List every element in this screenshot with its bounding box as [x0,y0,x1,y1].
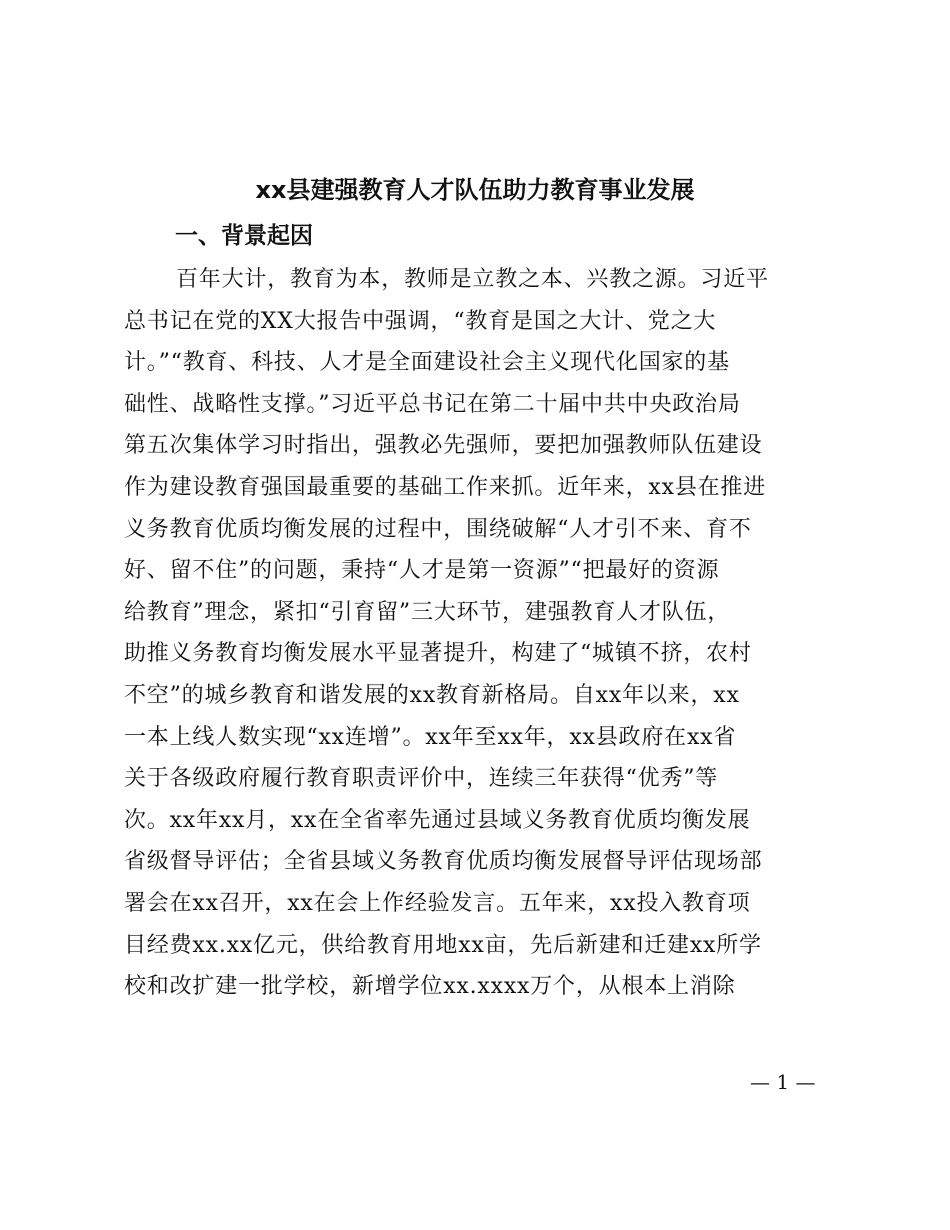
paragraph-line: 不空”的城乡教育和谐发展的xx教育新格局。自xx年以来，xx [124,682,740,708]
paragraph-line: 义务教育优质均衡发展的过程中，围绕破解“人才引不来、育不 [124,516,752,542]
paragraph-line: 总书记在党的XX大报告中强调，“教育是国之大计、党之大 [124,308,717,334]
paragraph-line: 作为建设教育强国最重要的基础工作来抓。近年来，xx县在推进 [124,474,767,500]
paragraph-line: 次。xx年xx月，xx在全省率先通过县域义务教育优质均衡发展 [124,807,751,833]
paragraph-line: 目经费xx.xx亿元，供给教育用地xx亩，先后新建和迁建xx所学 [124,932,762,958]
body-paragraph [124,259,828,1008]
section-heading: 一、背景起因 [175,223,313,249]
paragraph-line: 一本上线人数实现“xx连增”。xx年至xx年，xx县政府在xx省 [124,724,737,750]
paragraph-line: 计。”“教育、科技、人才是全面建设社会主义现代化国家的基 [124,350,730,376]
paragraph-line: 关于各级政府履行教育职责评价中，连续三年获得“优秀”等 [124,766,719,792]
paragraph-line: 百年大计，教育为本，教师是立教之本、兴教之源。习近平 [176,267,769,292]
paragraph-line: 好、留不住”的问题，秉持“人才是第一资源”“把最好的资源 [124,558,720,584]
page-number: — 1 — [750,1070,816,1094]
paragraph-line: 校和改扩建一批学校，新增学位xx.xxxx万个，从根本上消除 [124,974,736,1000]
paragraph-line: 署会在xx召开，xx在会上作经验发言。五年来，xx投入教育项 [124,890,751,916]
paragraph-line: 省级督导评估；全省县域义务教育优质均衡发展督导评估现场部 [124,849,763,875]
document-title: xx县建强教育人才队伍助力教育事业发展 [255,176,695,204]
paragraph-line: 础性、战略性支撑。”习近平总书记在第二十届中共中央政治局 [124,391,741,417]
paragraph-line: 给教育”理念，紧扣“引育留”三大环节，建强教育人才队伍， [124,599,731,625]
paragraph-line: 助推义务教育均衡发展水平显著提升，构建了“城镇不挤，农村 [124,641,752,667]
paragraph-line: 第五次集体学习时指出，强教必先强师，要把加强教师队伍建设 [124,433,763,459]
